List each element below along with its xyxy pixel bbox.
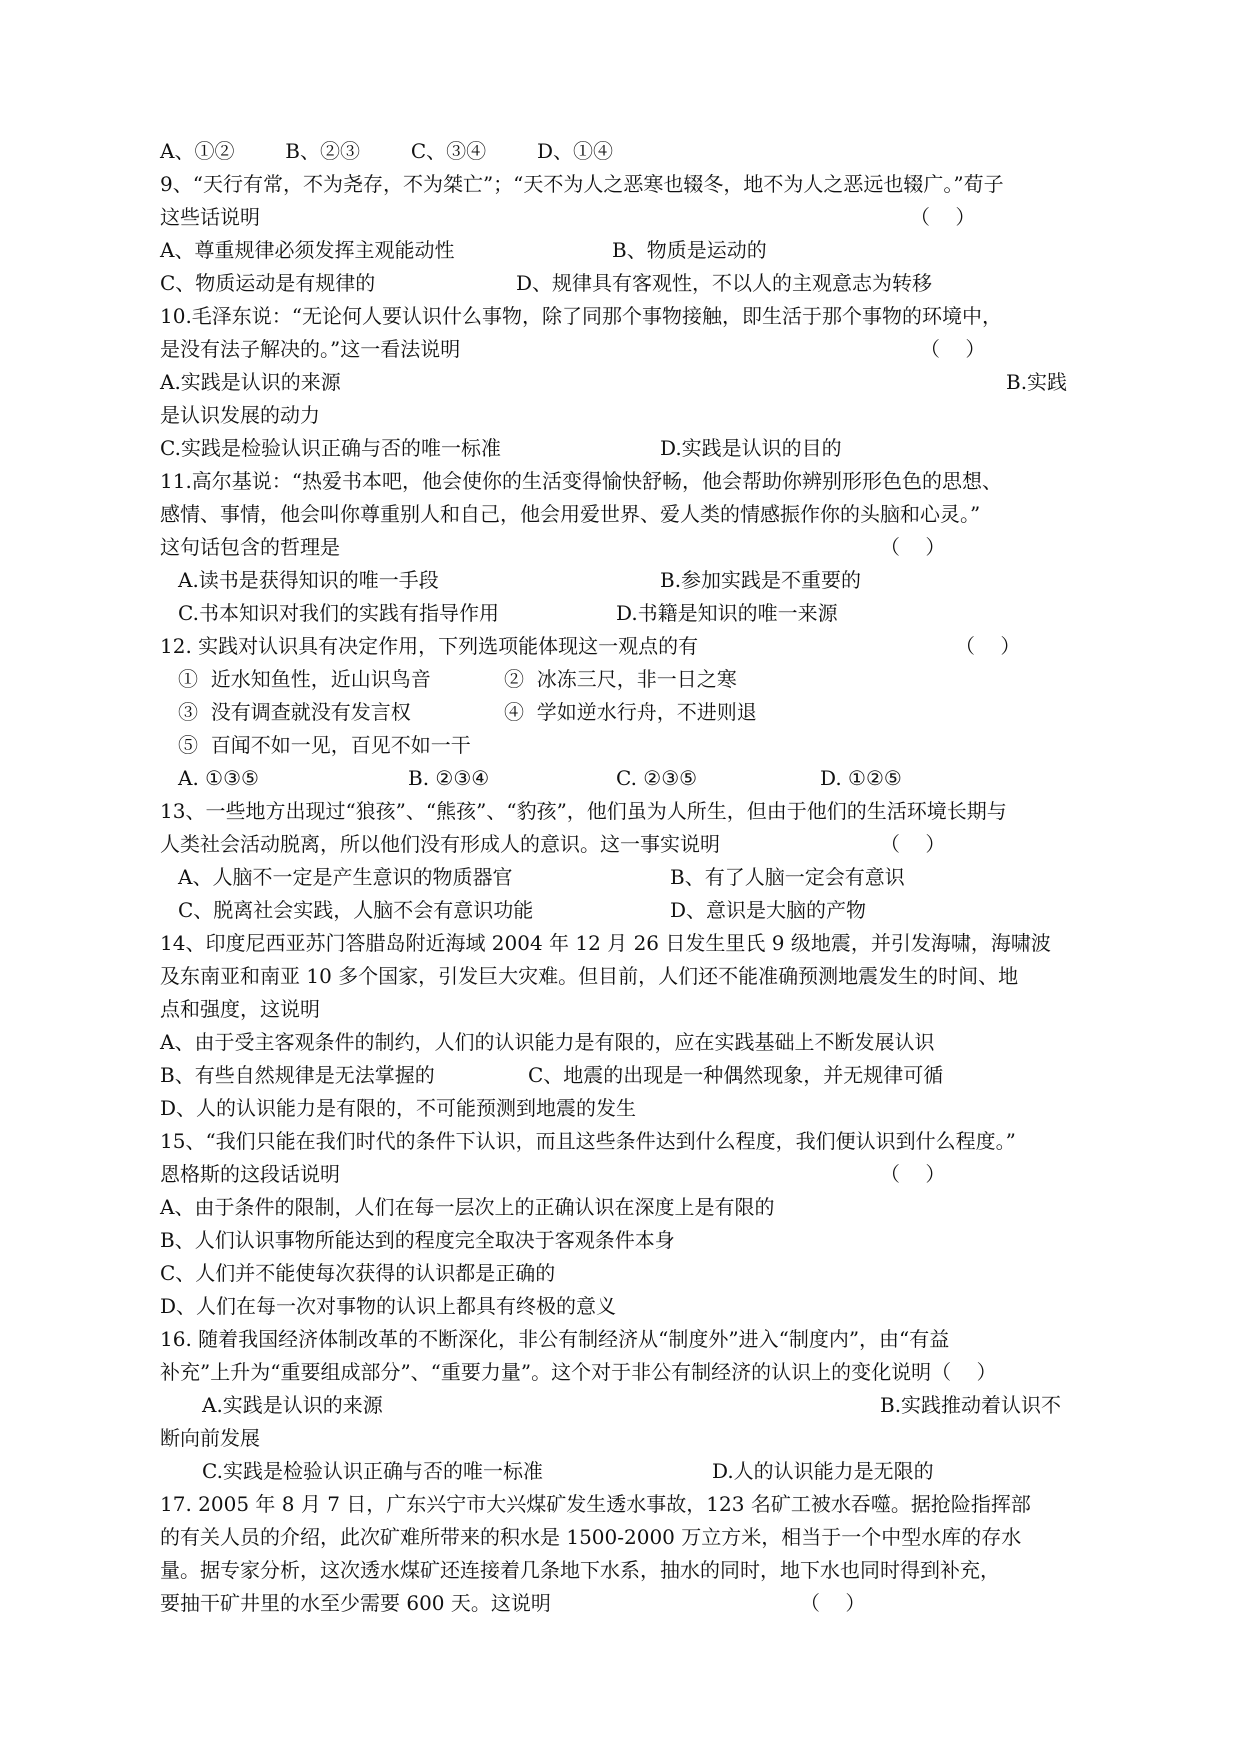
q15-option-c: C、人们并不能使每次获得的认识都是正确的	[160, 1261, 556, 1285]
q15-answer-paren: （ ）	[880, 1162, 946, 1186]
q10-stem-line1: 10.毛泽东说：“无论何人要认识什么事物，除了同那个事物接触，即生活于那个事物的环境中，	[160, 304, 1003, 328]
q12-option-a: A. ①③⑤	[178, 766, 259, 790]
q16-option-b: B.实践推动着认识不	[880, 1393, 1062, 1417]
q12-item-5: ⑤ 百闻不如一见，百见不如一干	[178, 733, 471, 757]
q11-stem-line1: 11.高尔基说：“热爱书本吧，他会使你的生活变得愉快舒畅，他会帮助你辨别形形色色的思想、	[160, 469, 1003, 493]
q13-option-c: C、脱离社会实践，人脑不会有意识功能	[178, 898, 534, 922]
q11-answer-paren: （ ）	[880, 535, 946, 559]
q12-answer-paren: （ ）	[955, 634, 1021, 658]
q9-option-d: D、规律具有客观性，不以人的主观意志为转移	[516, 271, 933, 295]
q14-stem-line3: 点和强度，这说明	[160, 997, 320, 1021]
q17-stem-line4: 要抽干矿井里的水至少需要 600 天。这说明	[160, 1591, 551, 1615]
q15-stem-line2: 恩格斯的这段话说明	[160, 1162, 340, 1186]
q11-option-c: C.书本知识对我们的实践有指导作用	[178, 601, 499, 625]
q12-stem: 12. 实践对认识具有决定作用，下列选项能体现这一观点的有	[160, 634, 699, 658]
q12-item-4: ④ 学如逆水行舟，不进则退	[504, 700, 757, 724]
q14-stem-line2: 及东南亚和南亚 10 多个国家，引发巨大灾难。但目前，人们还不能准确预测地震发生的时间、地	[160, 964, 1019, 988]
q17-stem-line2: 的有关人员的介绍，此次矿难所带来的积水是 1500-2000 万立方米，相当于一个中型水库的存水	[160, 1525, 1022, 1549]
q13-answer-paren: （ ）	[880, 832, 946, 856]
q13-option-b: B、有了人脑一定会有意识	[670, 865, 905, 889]
q10-stem-line2: 是没有法子解决的。”这一看法说明	[160, 337, 461, 361]
q13-stem-line1: 13、一些地方出现过“狼孩”、“熊孩”、“豹孩”，他们虽为人所生，但由于他们的生活环境长期与	[160, 799, 1007, 823]
q15-option-d: D、人们在每一次对事物的认识上都具有终极的意义	[160, 1294, 617, 1318]
q10-answer-paren: （ ）	[920, 337, 986, 361]
q9-stem-line1: 9、“天行有常，不为尧存，不为桀亡”；“天不为人之恶寒也辍冬，地不为人之恶远也辍广。”荀子	[160, 172, 1004, 196]
q14-option-b: B、有些自然规律是无法掌握的	[160, 1063, 435, 1087]
q13-option-d: D、意识是大脑的产物	[670, 898, 867, 922]
q12-option-d: D. ①②⑤	[820, 766, 902, 790]
q10-option-d: D.实践是认识的目的	[660, 436, 842, 460]
q16-stem-line2: 补充”上升为“重要组成部分”、“重要力量”。这个对于非公有制经济的认识上的变化说明（ ）	[160, 1360, 997, 1384]
q15-option-b: B、人们认识事物所能达到的程度完全取决于客观条件本身	[160, 1228, 675, 1252]
q14-option-d: D、人的认识能力是有限的，不可能预测到地震的发生	[160, 1096, 637, 1120]
q9-option-c: C、物质运动是有规律的	[160, 271, 376, 295]
q10-option-b: B.实践	[1006, 370, 1068, 394]
q11-stem-line2: 感情、事情，他会叫你尊重别人和自己，他会用爱世界、爱人类的情感振作你的头脑和心灵。”	[160, 502, 981, 526]
q16-option-d: D.人的认识能力是无限的	[712, 1459, 934, 1483]
q13-option-a: A、人脑不一定是产生意识的物质器官	[178, 865, 513, 889]
q17-stem-line1: 17. 2005 年 8 月 7 日，广东兴宁市大兴煤矿发生透水事故，123 名矿工被水吞噬。据抢险指挥部	[160, 1492, 1031, 1516]
q11-option-b: B.参加实践是不重要的	[660, 568, 862, 592]
q9-stem-line2: 这些话说明	[160, 205, 260, 229]
q16-stem-line1: 16. 随着我国经济体制改革的不断深化，非公有制经济从“制度外”进入“制度内”，由“有益	[160, 1327, 950, 1351]
q16-option-c: C.实践是检验认识正确与否的唯一标准	[202, 1459, 543, 1483]
q15-stem-line1: 15、“我们只能在我们时代的条件下认识，而且这些条件达到什么程度，我们便认识到什么程度。”	[160, 1129, 1016, 1153]
q14-stem-line1: 14、印度尼西亚苏门答腊岛附近海域 2004 年 12 月 26 日发生里氏 9 级地震，并引发海啸，海啸波	[160, 931, 1051, 955]
q8-options: A、①② B、②③ C、③④ D、①④	[160, 139, 614, 163]
q11-option-a: A.读书是获得知识的唯一手段	[178, 568, 439, 592]
q9-option-b: B、物质是运动的	[612, 238, 767, 262]
q9-option-a: A、尊重规律必须发挥主观能动性	[160, 238, 455, 262]
q17-answer-paren: （ ）	[800, 1591, 866, 1615]
q11-option-d: D.书籍是知识的唯一来源	[616, 601, 838, 625]
q12-option-c: C. ②③⑤	[616, 766, 698, 790]
q12-option-b: B. ②③④	[408, 766, 490, 790]
q10-option-a: A.实践是认识的来源	[160, 370, 341, 394]
q12-item-1: ① 近水知鱼性，近山识鸟音	[178, 667, 431, 691]
q15-option-a: A、由于条件的限制，人们在每一层次上的正确认识在深度上是有限的	[160, 1195, 775, 1219]
q13-stem-line2: 人类社会活动脱离，所以他们没有形成人的意识。这一事实说明	[160, 832, 720, 856]
q9-answer-paren: （ ）	[910, 205, 976, 229]
q10-option-b-cont: 是认识发展的动力	[160, 403, 320, 427]
q12-item-3: ③ 没有调查就没有发言权	[178, 700, 411, 724]
q12-item-2: ② 冰冻三尺，非一日之寒	[504, 667, 737, 691]
q11-stem-line3: 这句话包含的哲理是	[160, 535, 340, 559]
q16-option-b-cont: 断向前发展	[160, 1426, 260, 1450]
q17-stem-line3: 量。据专家分析，这次透水煤矿还连接着几条地下水系，抽水的同时，地下水也同时得到补充，	[160, 1558, 1000, 1582]
q10-option-c: C.实践是检验认识正确与否的唯一标准	[160, 436, 501, 460]
q14-option-a: A、由于受主客观条件的制约，人们的认识能力是有限的，应在实践基础上不断发展认识	[160, 1030, 935, 1054]
q16-option-a: A.实践是认识的来源	[202, 1393, 383, 1417]
q14-option-c: C、地震的出现是一种偶然现象，并无规律可循	[528, 1063, 944, 1087]
